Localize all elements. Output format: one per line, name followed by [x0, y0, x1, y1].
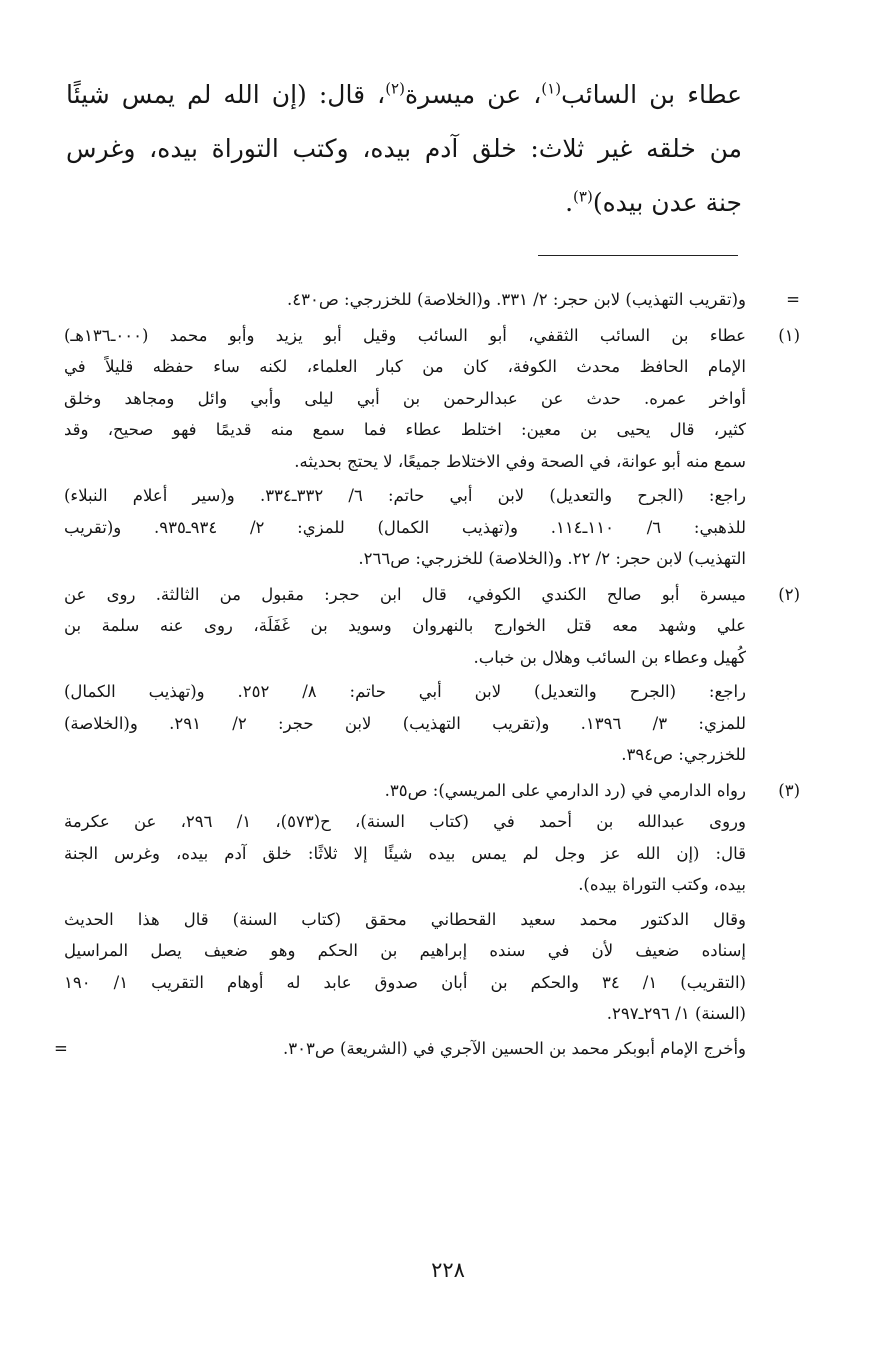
footnote-line: وقال الدكتور محمد سعيد القحطاني محقق (كتاب السنة) قال هذا الحديث	[64, 909, 746, 929]
footnote-line: (التقريب) ١/ ٣٤ والحكم بن أبان صدوق عابد له أوهام التقريب ١/ ١٩٠	[64, 972, 746, 992]
footnote-line: وروى عبدالله بن أحمد في (كتاب السنة)، ح(٥٧٣)، ١/ ٢٩٦، عن عكرمة	[64, 812, 746, 831]
continuation-marker-trailing: =	[54, 1038, 68, 1058]
main-text-segment: ، عن ميسرة	[404, 80, 542, 109]
footnote-1	[64, 320, 800, 575]
footnote-marker-3: (٣)	[778, 780, 800, 800]
page-number: ٢٢٨	[431, 1258, 465, 1282]
main-text-segment: عطاء بن السائب	[561, 80, 742, 109]
footnote-reference-line: التهذيب) لابن حجر: ٢/ ٢٢. و(الخلاصة) للخزرجي: ص٢٦٦.	[358, 549, 746, 568]
footnote-reference-line: راجع: (الجرح والتعديل) لابن أبي حاتم: ٦/ ٣٣٢ـ٣٣٤. و(سير أعلام النبلاء)	[64, 486, 746, 505]
main-line-2: من خلقه غير ثلاث: خلق آدم بيده، وكتب التوراة بيده، وغرس	[66, 134, 742, 163]
footnote-ref-2[interactable]: (٢)	[385, 79, 405, 98]
footnote-line: وأخرج الإمام أبوبكر محمد بن الحسين الآجري في (الشريعة) ص٣٠٣.	[282, 1038, 746, 1058]
footnote-line: و(تقريب التهذيب) لابن حجر: ٢/ ٣٣١. و(الخلاصة) للخزرجي: ص٤٣٠.	[287, 290, 746, 309]
footnote-continuation	[64, 284, 800, 316]
footnote-ref-1[interactable]: (١)	[541, 79, 562, 98]
footnote-line: علي وشهد معه قتل الخوارج بالنهروان وسويد بن غَفَلَة، روى عنه سلمة بن	[64, 616, 746, 635]
main-line-1	[66, 68, 742, 122]
footnote-line: كثير، قال يحيى بن معين: اختلط عطاء فما سمع منه قديمًا فهو صحيح، وقد	[64, 420, 746, 439]
footnote-reference-line: للذهبي: ٦/ ١١٠ـ١١٤. و(تهذيب الكمال) للمزي: ٢/ ٩٣٤ـ٩٣٥. و(تقريب	[64, 517, 747, 537]
footnote-line: سمع منه أبو عوانة، في الصحة وفي الاختلاط جميعًا، لا يحتج بحديثه.	[294, 451, 746, 471]
footnote-marker-2: (٢)	[778, 584, 800, 604]
footnote-line: كُهيل وعطاء بن السائب وهلال بن خباب.	[473, 647, 746, 667]
footnote-line: عطاء بن السائب الثقفي، أبو السائب وقيل أبو يزيد وأبو محمد (٠٠٠ـ١٣٦هـ)	[64, 325, 746, 345]
footnote-line: قال: (إن الله عز وجل لم يمس بيده شيئًا إلا ثلاثًا: خلق آدم بيده، وغرس الجنة	[64, 843, 746, 863]
footnote-marker-1: (١)	[778, 325, 800, 345]
footnotes	[54, 284, 800, 1068]
footnote-reference-line: للمزي: ٣/ ١٣٩٦. و(تقريب التهذيب) لابن حجر: ٢/ ٢٩١. و(الخلاصة)	[64, 713, 746, 733]
footnote-line: بيده، وكتب التوراة بيده).	[578, 875, 746, 894]
footnote-line: الإمام الحافظ محدث الكوفة، كان من كبار العلماء، لكنه ساء حفظه قليلاً في	[64, 357, 746, 376]
main-text-segment: .	[565, 188, 574, 217]
footnote-ref-3[interactable]: (٣)	[573, 187, 593, 206]
footnote-reference-line: للخزرجي: ص٣٩٤.	[621, 745, 746, 764]
footnote-3	[54, 775, 800, 1065]
footnote-line: رواه الدارمي في (رد الدارمي على المريسي): ص٣٥.	[384, 780, 746, 800]
continuation-marker: =	[786, 290, 800, 309]
main-text-segment: ، قال: (إن الله لم يمس شيئًا	[66, 80, 386, 109]
main-line-3	[66, 176, 742, 230]
footnote-line: أواخر عمره. حدث عن عبدالرحمن بن أبي ليلى وأبي وائل ومجاهد وخلق	[64, 388, 746, 408]
footnote-line: (السنة) ١/ ٢٩٦ـ٢٩٧.	[606, 1004, 746, 1023]
footnote-line: ميسرة أبو صالح الكندي الكوفي، قال ابن حجر: مقبول من الثالثة. روى عن	[64, 584, 746, 604]
footnote-2	[64, 579, 800, 771]
main-text	[66, 68, 742, 230]
footnote-reference-line: راجع: (الجرح والتعديل) لابن أبي حاتم: ٨/ ٢٥٢. و(تهذيب الكمال)	[64, 682, 746, 701]
footnote-line: إسناده ضعيف لأن في سنده إبراهيم بن الحكم وهو ضعيف يصل المراسيل	[64, 941, 746, 960]
main-text-segment: جنة عدن بيده)	[592, 188, 742, 217]
footnote-separator	[538, 255, 738, 256]
